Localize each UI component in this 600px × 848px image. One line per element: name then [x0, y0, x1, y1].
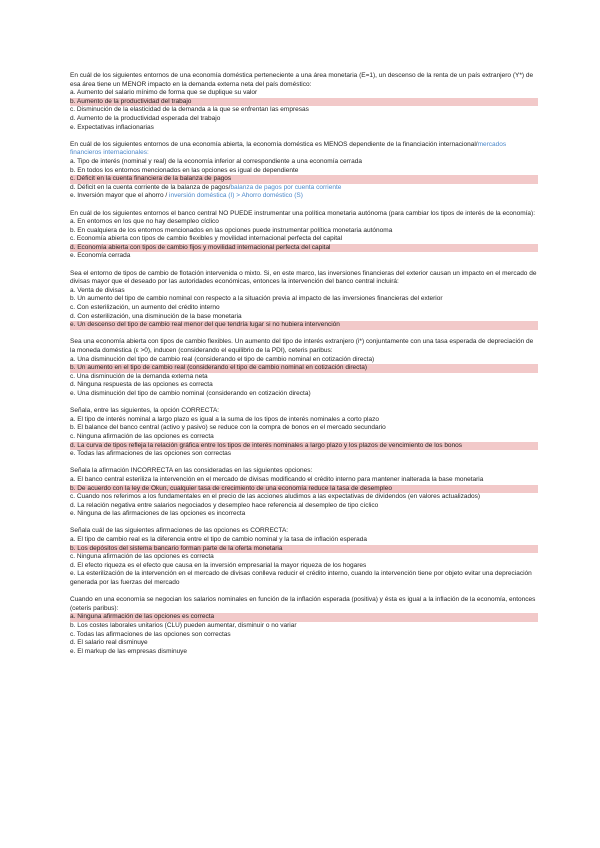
option-b: b. En cualquiera de los entornos mencionados en las opciones puede instrumentar política monetaria autónoma — [70, 226, 393, 234]
option-b: b. Los costes laborales unitarios (CLU) pueden aumentar, disminuir o no variar — [70, 622, 297, 629]
option-d: d. Ninguna respuesta de las opciones es correcta — [70, 381, 213, 389]
option-d — [70, 184, 538, 193]
stem-annotation: mercados financieros internacionales: — [70, 140, 507, 157]
option-a: a. El banco central esteriliza la intervención en el mercado de divisas modificando el crédito interno para mantener inalterada la base monetaria — [70, 475, 484, 483]
option-a: a. Una disminución del tipo de cambio real (considerando el tipo de cambio nominal en cotización directa) — [70, 355, 375, 363]
option-e: e. Economía cerrada — [70, 252, 131, 260]
option-a: a. El tipo de interés nominal a largo plazo es igual a la suma de los tipos de interés nominales a corto plazo — [70, 415, 379, 423]
question-stem — [70, 141, 538, 158]
option-e: e. Todas las afirmaciones de las opciones son correctas — [70, 450, 232, 458]
option-c: c. Cuando nos referimos a los fundamentales en el precio de las acciones aludimos a las expectativas de dividendos (en valores actualizados) — [70, 493, 481, 501]
document-page — [70, 72, 538, 665]
option-c: c. Disminución de la elasticidad de la demanda a la que se enfrentan las empresas — [70, 106, 309, 114]
question-stem: Cuando en una economía se negocian los salarios nominales en función de la inflación esperada (positiva) y ésta es igual a la inflación de la economía, entonces (ceteris paribus): — [70, 596, 536, 612]
question-2 — [70, 141, 538, 201]
option-c: c. Ninguna afirmación de las opciones es correcta — [70, 432, 214, 440]
option-b: b. En todos los entornos mencionados en las opciones es igual de dependiente — [70, 166, 299, 174]
question-stem: Señala la afirmación INCORRECTA en las consideradas en las siguientes opciones: — [70, 467, 313, 475]
option-d-highlighted: d. La curva de tipos refleja la relación gráfica entre los tipos de interés nominales a largo plazo y los plazos de vencimiento de los bonos — [70, 442, 538, 451]
question-stem: Sea el entorno de tipos de cambio de flotación intervenida o mixto. Si, en este marco, las inversiones financieras del exterior causan un impacto en el mercado de divisas mayor que el deseado por las autoridades económicas, entonces la intervención del banco central incluirá: — [70, 269, 537, 286]
question-4 — [70, 270, 538, 330]
stem-text: En cuál de los siguientes entornos de una economía abierta, la economía doméstica es MENOS dependiente de la financiación internacional/ — [70, 140, 478, 148]
option-e: e. La esterilización de la intervención en el mercado de divisas conlleva reducir el crédito interno, cuando la intervención tiene por objeto evitar una depreciación generada por las fuerzas del mercado — [70, 570, 532, 587]
option-annotation: inversión doméstica (I) > Ahorro doméstico (S) — [169, 192, 303, 200]
option-a: a. En entornos en los que no hay desempleo cíclico — [70, 218, 219, 226]
option-d: d. La relación negativa entre salarios negociados y desempleo hace referencia al desempleo de tipo cíclico — [70, 501, 379, 509]
option-b: b. El balance del banco central (activo y pasivo) se reduce con la compra de bonos en el mercado secundario — [70, 424, 386, 432]
option-d: d. Con esterilización, una disminución de la base monetaria — [70, 312, 242, 320]
question-stem: En cuál de los siguientes entornos el banco central NO PUEDE instrumentar una política monetaria autónoma (para cambiar los tipos de interés de la economía): — [70, 209, 535, 217]
option-c: c. Todas las afirmaciones de las opciones son correctas — [70, 630, 231, 638]
option-c-highlighted: c. Déficit en la cuenta financiera de la balanza de pagos — [70, 175, 538, 184]
option-b: b. Un aumento del tipo de cambio nominal con respecto a la situación previa al impacto de las inversiones financieras del exterior — [70, 295, 443, 303]
option-text: e. Inversión mayor que el ahorro / — [70, 192, 168, 200]
option-b-highlighted: b. Aumento de la productividad del trabajo — [70, 98, 538, 107]
option-annotation: balanza de pagos por cuenta corriente — [230, 183, 342, 191]
option-c: c. Con esterilización, un aumento del crédito interno — [70, 304, 220, 312]
question-stem: Señala cuál de las siguientes afirmaciones de las opciones es CORRECTA: — [70, 527, 289, 535]
question-3 — [70, 210, 538, 262]
option-d: d. Aumento de la productividad esperada del trabajo — [70, 114, 221, 122]
option-d: d. El salario real disminuye — [70, 639, 148, 647]
option-c: c. Una disminución de la demanda externa neta — [70, 372, 208, 380]
question-stem: Señala, entre las siguientes, la opción CORRECTA: — [70, 407, 220, 415]
question-stem: En cuál de los siguientes entornos de una economía doméstica perteneciente a una área monetaria (E=1), un descenso de la renta de un país extranjero (Y*) de esa área tiene un MENOR impacto en la demanda externa neta del país doméstico: — [70, 72, 534, 88]
option-e: e. El markup de las empresas disminuye — [70, 647, 188, 655]
option-e: e. Expectativas inflacionarias — [70, 123, 154, 131]
option-a: a. Venta de divisas — [70, 286, 125, 294]
option-d-highlighted: d. Economía abierta con tipos de cambio fijos y movilidad internacional perfecta del capital — [70, 244, 538, 253]
option-b-highlighted: b. De acuerdo con la ley de Okun, cualquier tasa de crecimiento de una economía reduce la tasa de desempleo — [70, 485, 538, 494]
option-e: e. Ninguna de las afirmaciones de las opciones es incorrecta — [70, 510, 246, 518]
question-5 — [70, 338, 538, 398]
option-b-highlighted: b. Los depósitos del sistema bancario forman parte de la oferta monetaria — [70, 545, 538, 554]
question-8 — [70, 527, 538, 587]
question-1 — [70, 72, 538, 132]
option-a-highlighted: a. Ninguna afirmación de las opciones es correcta — [70, 613, 538, 622]
question-6 — [70, 407, 538, 459]
option-text: d. Déficit en la cuenta corriente de la balanza de pagos/ — [70, 183, 231, 191]
question-7 — [70, 467, 538, 519]
option-e-highlighted: e. Un descenso del tipo de cambio real menor del que tendría lugar si no hubiera intervención — [70, 321, 538, 330]
option-a: a. Aumento del salario mínimo de forma que se duplique su valor — [70, 89, 258, 97]
option-c: c. Economía abierta con tipos de cambio flexibles y movilidad internacional perfecta del capital — [70, 235, 343, 243]
option-c: c. Ninguna afirmación de las opciones es correcta — [70, 553, 214, 561]
question-stem: Sea una economía abierta con tipos de cambio flexibles. Un aumento del tipo de interés extranjero (i*) conjuntamente con una tasa esperada de depreciación de la moneda doméstica (ε >0), inducen (considerando el equilibrio de la PDI), ceteris paribus: — [70, 338, 534, 354]
option-b-highlighted: b. Un aumento en el tipo de cambio real (considerando el tipo de cambio nominal en cotización directa) — [70, 364, 538, 373]
option-a: a. Tipo de interés (nominal y real) de la economía inferior al correspondiente a una economía cerrada — [70, 157, 362, 165]
option-d: d. El efecto riqueza es el efecto que causa en la inversión empresarial la mayor riqueza de los hogares — [70, 561, 367, 569]
question-9 — [70, 596, 538, 656]
option-e: e. Una disminución del tipo de cambio nominal (considerando en cotización directa) — [70, 389, 311, 397]
option-a: a. El tipo de cambio real es la diferencia entre el tipo de cambio nominal y la tasa de inflación esperada — [70, 536, 368, 544]
option-e — [70, 192, 538, 201]
